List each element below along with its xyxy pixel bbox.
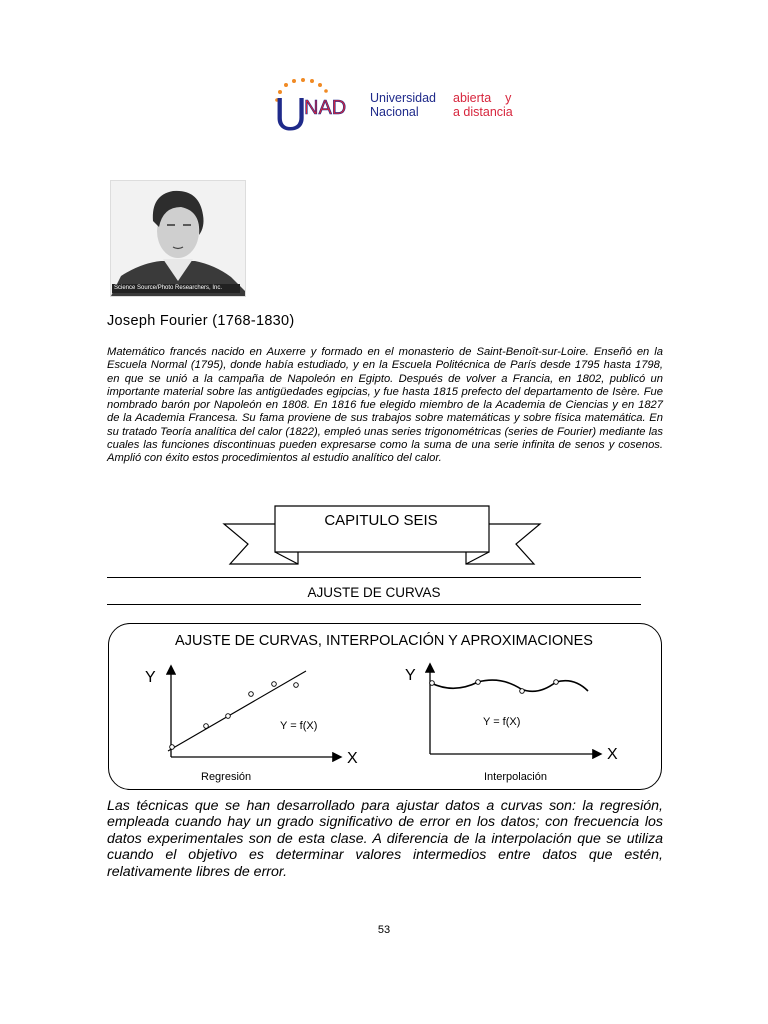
bio-name: Joseph Fourier (1768-1830) [107,313,295,329]
fourier-portrait [110,180,246,297]
svg-text:U: U [274,88,308,133]
page-number: 53 [377,924,391,936]
interpolation-point [476,680,481,685]
regression-caption: Regresión [201,771,252,783]
body-paragraph: Las técnicas que se han desarrollado para ajustar datos a curvas son: la regresión, empleada cuando hay un grado significativo de error en los datos; con frecuencia los datos experimentales son de esta clase. A diferencia de la interpolación que se utiliza cuando el objetivo es determinar valores intermedios entre datos que estén, relativamente libres de error. [107,798,663,880]
bio-text: Matemático francés nacido en Auxerre y formado en el monasterio de Saint-Benoît-sur-Loire. Enseñó en la Escuela Normal (1795), donde había estudiado, y en la Escuela Politécnica de París desde 1795 hasta 1798, en que se unió a la campaña de Napoleón en Egipto. Después de volver a Francia, en 1802, publicó un importante material sobre las antigüedades egipcias, y fue hasta 1815 prefecto del departamento de Isère. Fue nombrado barón por Napoleón en 1808. En 1816 fue elegido miembro de la Academia de Ciencias y en 1827 de la Academia Francesa. Su fama proviene de sus trabajos sobre matemáticas y sobre física matemática. En su tratado Teoría analítica del calor (1822), empleó unas series trigonométricas (series de Fourier) mediante las cuales las funciones discontinuas pueden expresarse como la suma de una serie infinita de senos y cosenos. Amplió con éxito estos procedimientos al estudio analítico del calor. [107,346,663,465]
regression-y-label: Y [145,669,156,686]
interpolation-point [520,689,525,694]
regression-x-label: X [347,750,358,767]
regression-point [249,692,254,697]
interpolation-caption: Interpolación [484,771,547,783]
interpolation-point [430,681,435,686]
interpolation-plot [430,665,600,754]
university-line2: Nacional [370,105,419,119]
tag-line1: abierta y [453,91,512,105]
section-title: AJUSTE DE CURVAS [307,585,441,600]
interpolation-equation: Y = f(X) [483,716,521,728]
interpolation-curve [431,680,588,691]
chapter-banner [222,500,542,572]
tag-line2: a distancia [453,105,513,119]
unad-logo [272,78,362,133]
photo-credit: Science Source/Photo Researchers, Inc. [112,284,240,293]
regression-point [226,714,231,719]
section-rule-bottom [107,604,641,605]
interpolation-point [554,680,559,685]
regression-point [170,745,175,750]
regression-point [272,682,277,687]
interpolation-y-label: Y [405,667,416,684]
regression-plot [168,667,340,757]
university-line1: Universidad [370,91,437,105]
figure-plots [108,623,660,788]
regression-point [204,724,209,729]
figure-title: AJUSTE DE CURVAS, INTERPOLACIÓN Y APROXIMACIONES [175,633,593,649]
chapter-title: CAPITULO SEIS [324,512,438,529]
interpolation-x-label: X [607,746,618,763]
section-rule-top [107,577,641,578]
regression-equation: Y = f(X) [280,720,318,732]
regression-point [294,683,299,688]
regression-fit-line [168,671,306,751]
svg-text:NAD: NAD [304,97,347,119]
